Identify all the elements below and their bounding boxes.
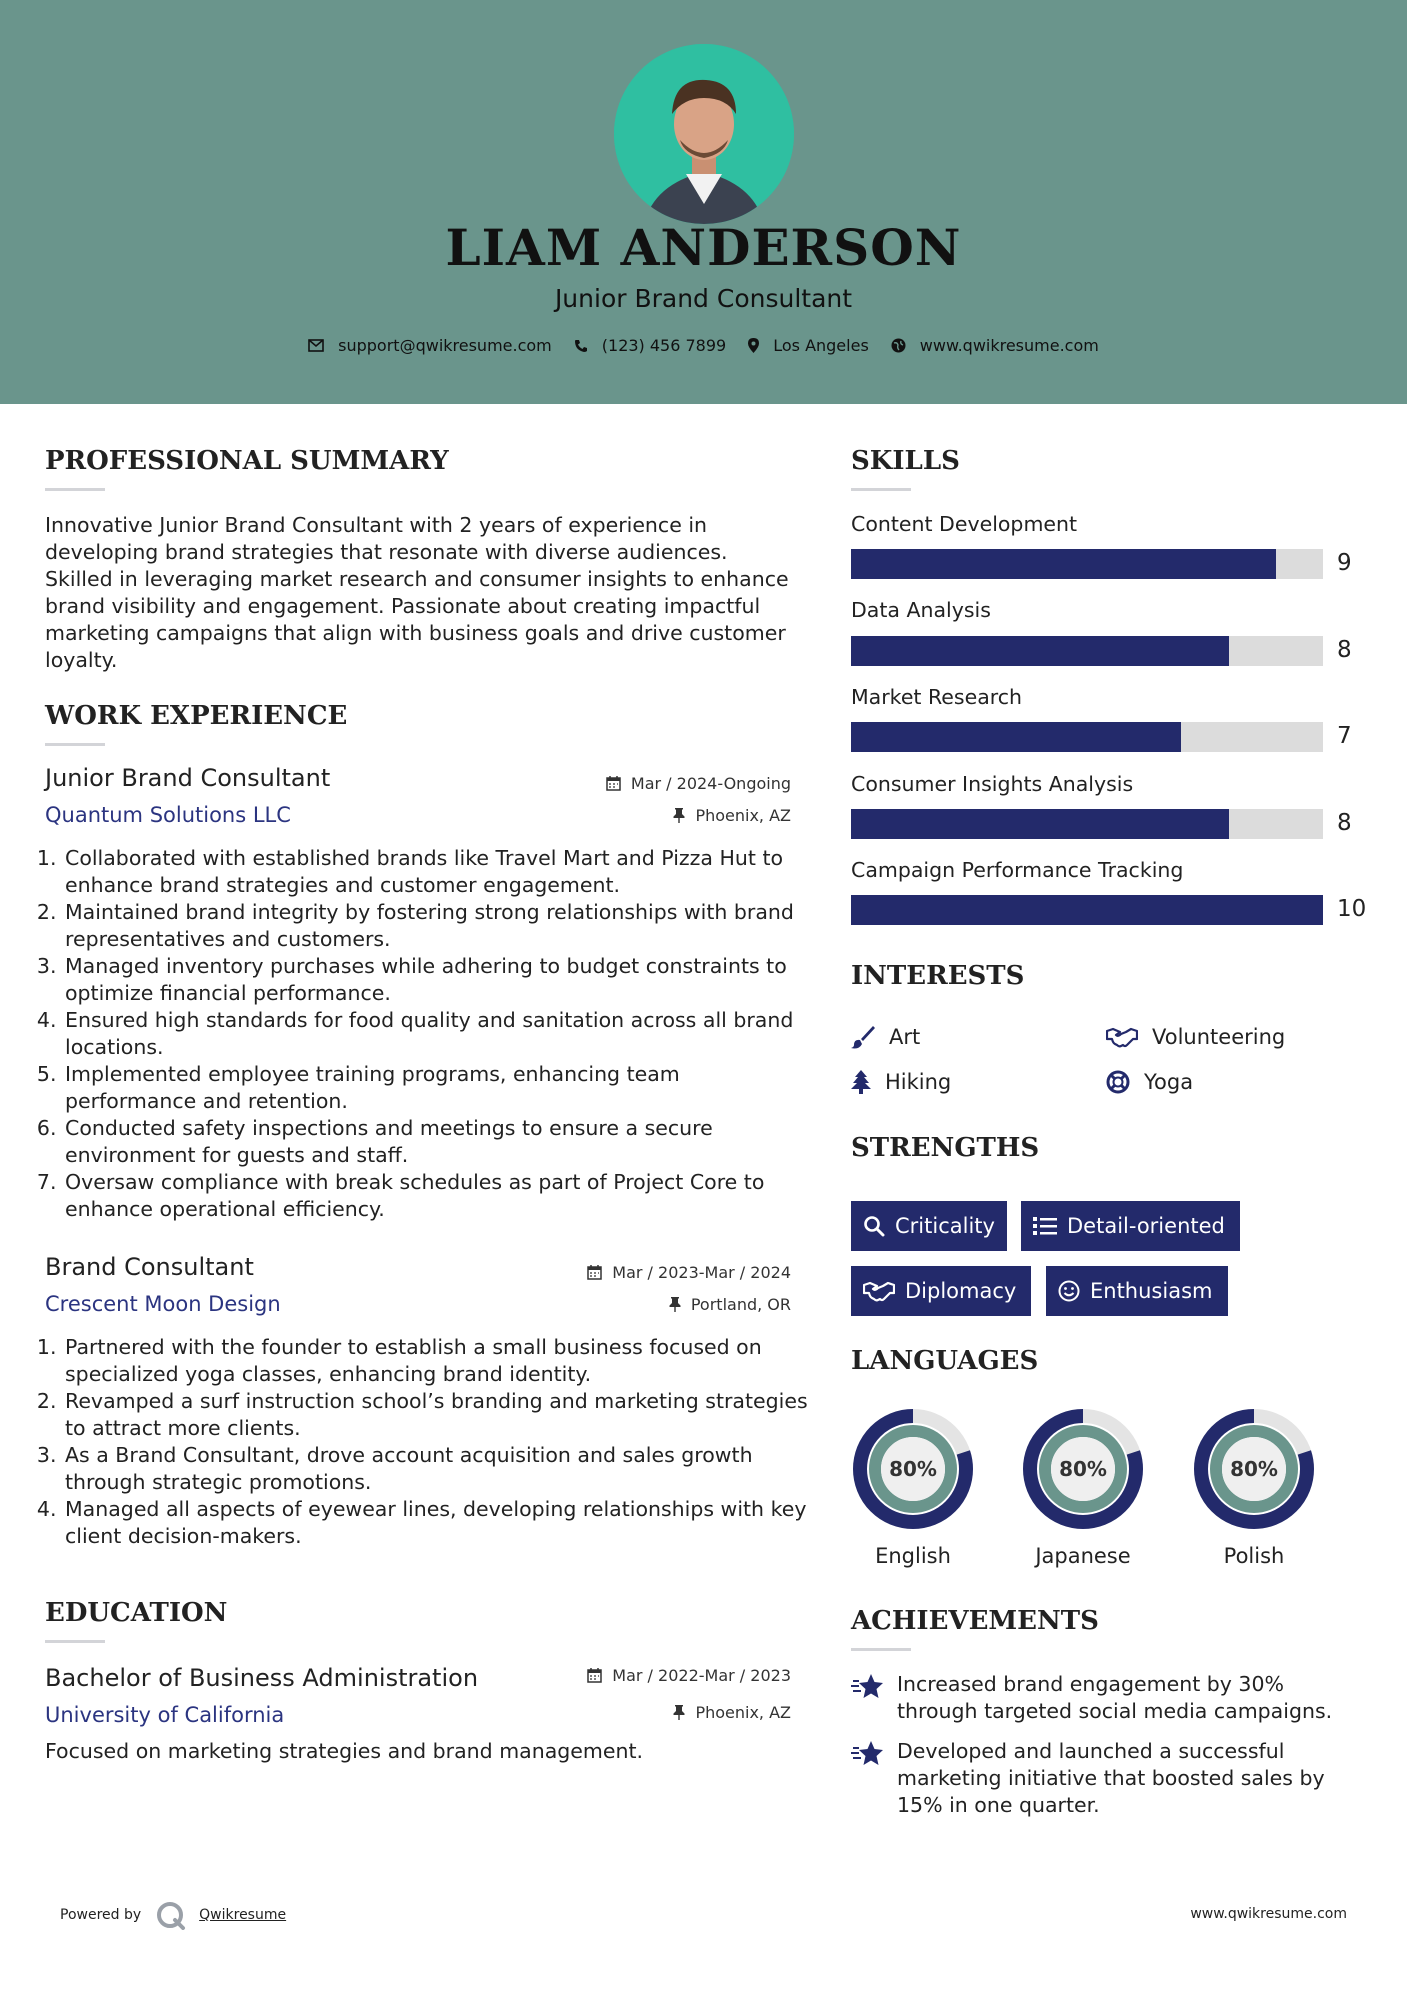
contact-bar — [0, 336, 1407, 355]
degree-title: Bachelor of Business Administration — [45, 1664, 479, 1692]
languages-heading: LANGUAGES — [851, 1346, 1039, 1376]
summary-text: Innovative Junior Brand Consultant with 2 years of experience in developing brand strategies that resonate with diverse audiences. Skilled in leveraging market research and consumer insights to enhance brand visibility and engagement. Passionate about creating impactful marketing campaigns that align with business goals and drive customer loyalty. — [45, 513, 789, 672]
star-icon — [851, 1673, 885, 1701]
skill-label: Market Research — [851, 685, 1023, 709]
strength-label: Enthusiasm — [1090, 1279, 1213, 1303]
star-icon — [851, 1740, 885, 1768]
list-icon — [1033, 1216, 1057, 1236]
skill-value: 7 — [1337, 723, 1352, 749]
language-name: English — [875, 1544, 951, 1568]
summary-divider — [45, 488, 105, 491]
search-icon — [863, 1215, 885, 1237]
job-bullet-list — [45, 845, 813, 1223]
education-location-text: Phoenix, AZ — [695, 1703, 791, 1722]
language-gauge-polish — [1192, 1407, 1316, 1535]
skill-bar — [851, 636, 1323, 666]
education-divider — [45, 1640, 105, 1643]
globe-icon — [891, 338, 906, 353]
achievement-text: Increased brand engagement by 30% through targeted social media campaigns. — [897, 1672, 1333, 1723]
contact-phone[interactable] — [574, 336, 726, 355]
contact-website[interactable] — [891, 336, 1099, 355]
job-date-text: Mar / 2024-Ongoing — [630, 774, 791, 793]
interests-heading: INTERESTS — [851, 961, 1025, 991]
powered-by-text: Powered by — [60, 1907, 142, 1923]
job-title: Brand Consultant — [45, 1253, 254, 1281]
gauge-percent-label: 80% — [1059, 1457, 1107, 1481]
pushpin-icon — [673, 1705, 685, 1720]
gauge-percent-label: 80% — [889, 1457, 937, 1481]
job-date-text: Mar / 2023-Mar / 2024 — [612, 1263, 791, 1282]
list-item: 5. Implemented employee training programs, enhancing team performance and retention. — [63, 1061, 813, 1115]
skill-value: 10 — [1337, 896, 1367, 922]
job-date — [560, 1263, 791, 1282]
interest-volunteering — [1106, 1025, 1285, 1049]
skills-heading: SKILLS — [851, 446, 960, 476]
language-name: Japanese — [1035, 1544, 1131, 1568]
job-location-text: Phoenix, AZ — [695, 806, 791, 825]
calendar-icon — [587, 1668, 602, 1683]
education-date-text: Mar / 2022-Mar / 2023 — [612, 1666, 791, 1685]
list-item: 2. Maintained brand integrity by fostering strong relationships with brand representatives and customers. — [63, 899, 813, 953]
skill-value: 8 — [1337, 810, 1352, 836]
skill-value: 8 — [1337, 637, 1352, 663]
interest-label: Yoga — [1144, 1070, 1194, 1094]
list-item: 3. As a Brand Consultant, drove account acquisition and sales growth through strategic promotions. — [63, 1442, 813, 1496]
interest-hiking — [851, 1070, 951, 1094]
skill-bar — [851, 549, 1323, 579]
strength-tag-diplomacy — [851, 1266, 1031, 1316]
handshake-icon — [863, 1280, 895, 1302]
skill-label: Consumer Insights Analysis — [851, 772, 1134, 796]
interest-label: Hiking — [885, 1070, 952, 1094]
footer-brand-link[interactable]: Qwikresume — [199, 1907, 287, 1923]
job-title: Junior Brand Consultant — [45, 764, 331, 792]
pushpin-icon — [673, 808, 685, 823]
skill-label: Data Analysis — [851, 598, 991, 622]
education-description: Focused on marketing strategies and brand management. — [45, 1739, 644, 1763]
job-company: Quantum Solutions LLC — [45, 803, 291, 827]
skill-label: Campaign Performance Tracking — [851, 858, 1184, 882]
footer-powered-by — [60, 1900, 286, 1930]
skill-bar-fill — [851, 636, 1229, 666]
list-item: 2. Revamped a surf instruction school’s branding and marketing strategies to attract more clients. — [63, 1388, 813, 1442]
achievements-divider — [851, 1648, 911, 1651]
achievements-heading: ACHIEVEMENTS — [851, 1606, 1099, 1636]
profile-photo — [614, 44, 794, 224]
job-location — [560, 1295, 791, 1314]
achievement-text: Developed and launched a successful marketing initiative that boosted sales by 15% in one quarter. — [897, 1739, 1325, 1817]
skills-divider — [851, 488, 911, 491]
contact-email-text: support@qwikresume.com — [338, 336, 552, 355]
list-item: 3. Managed inventory purchases while adhering to budget constraints to optimize financial performance. — [63, 953, 813, 1007]
language-gauge-japanese — [1021, 1407, 1145, 1535]
skill-bar-fill — [851, 895, 1323, 925]
strength-label: Detail-oriented — [1067, 1214, 1225, 1238]
envelope-icon — [308, 339, 324, 352]
footer-website[interactable]: www.qwikresume.com — [1190, 1906, 1347, 1922]
candidate-title: Junior Brand Consultant — [554, 284, 853, 313]
job-company: Crescent Moon Design — [45, 1292, 281, 1316]
strength-label: Criticality — [895, 1214, 995, 1238]
skill-bar — [851, 722, 1323, 752]
pushpin-icon — [669, 1297, 681, 1312]
education-location — [560, 1703, 791, 1722]
list-item: 1. Partnered with the founder to establish a small business focused on specialized yoga classes, enhancing brand identity. — [63, 1334, 813, 1388]
strength-tag-detail-oriented — [1021, 1201, 1240, 1251]
strength-label: Diplomacy — [905, 1279, 1017, 1303]
skill-bar-fill — [851, 722, 1181, 752]
school-name: University of California — [45, 1703, 285, 1727]
skill-value: 9 — [1337, 550, 1352, 576]
education-date — [560, 1666, 791, 1685]
skill-bar-fill — [851, 549, 1276, 579]
strengths-heading: STRENGTHS — [851, 1133, 1040, 1163]
list-item: 4. Managed all aspects of eyewear lines, developing relationships with key client decision-makers. — [63, 1496, 813, 1550]
contact-email[interactable] — [308, 336, 552, 355]
calendar-icon — [587, 1265, 602, 1280]
job-location — [560, 806, 791, 825]
phone-icon — [574, 339, 588, 353]
language-name: Polish — [1223, 1544, 1285, 1568]
gauge-percent-label: 80% — [1230, 1457, 1278, 1481]
language-gauge-english — [851, 1407, 975, 1535]
contact-website-text: www.qwikresume.com — [919, 336, 1099, 355]
strength-tag-enthusiasm — [1046, 1266, 1228, 1316]
paintbrush-icon — [851, 1025, 875, 1049]
handshake-icon — [1106, 1026, 1138, 1048]
contact-location — [748, 336, 869, 355]
list-item: 7. Oversaw compliance with break schedules as part of Project Core to enhance operational efficiency. — [63, 1169, 813, 1223]
qwikresume-logo-icon — [155, 1900, 189, 1930]
interest-label: Art — [889, 1025, 921, 1049]
education-heading: EDUCATION — [45, 1598, 228, 1628]
experience-heading: WORK EXPERIENCE — [45, 701, 348, 731]
job-bullet-list — [45, 1334, 813, 1550]
job-location-text: Portland, OR — [690, 1295, 791, 1314]
contact-location-text: Los Angeles — [773, 336, 869, 355]
tree-icon — [851, 1070, 871, 1094]
candidate-name: LIAM ANDERSON — [445, 218, 962, 277]
list-item: 6. Conducted safety inspections and meetings to ensure a secure environment for guests and staff. — [63, 1115, 813, 1169]
experience-divider — [45, 743, 105, 746]
calendar-icon — [606, 776, 621, 791]
job-date — [560, 774, 791, 793]
achievement-item — [851, 1671, 1361, 1725]
lifering-icon — [1106, 1070, 1130, 1094]
contact-phone-text: (123) 456 7899 — [601, 336, 727, 355]
list-item: 1. Collaborated with established brands like Travel Mart and Pizza Hut to enhance brand strategies and customer engagement. — [63, 845, 813, 899]
list-item: 4. Ensured high standards for food quality and sanitation across all brand locations. — [63, 1007, 813, 1061]
strength-tag-criticality — [851, 1201, 1007, 1251]
interest-label: Volunteering — [1152, 1025, 1286, 1049]
skill-bar — [851, 809, 1323, 839]
smile-icon — [1058, 1280, 1080, 1302]
summary-heading: PROFESSIONAL SUMMARY — [45, 446, 449, 476]
interest-art — [851, 1025, 920, 1049]
skill-label: Content Development — [851, 512, 1078, 536]
achievement-item — [851, 1738, 1361, 1819]
interest-yoga — [1106, 1070, 1193, 1094]
skill-bar — [851, 895, 1323, 925]
skill-bar-fill — [851, 809, 1229, 839]
map-pin-icon — [748, 338, 759, 353]
